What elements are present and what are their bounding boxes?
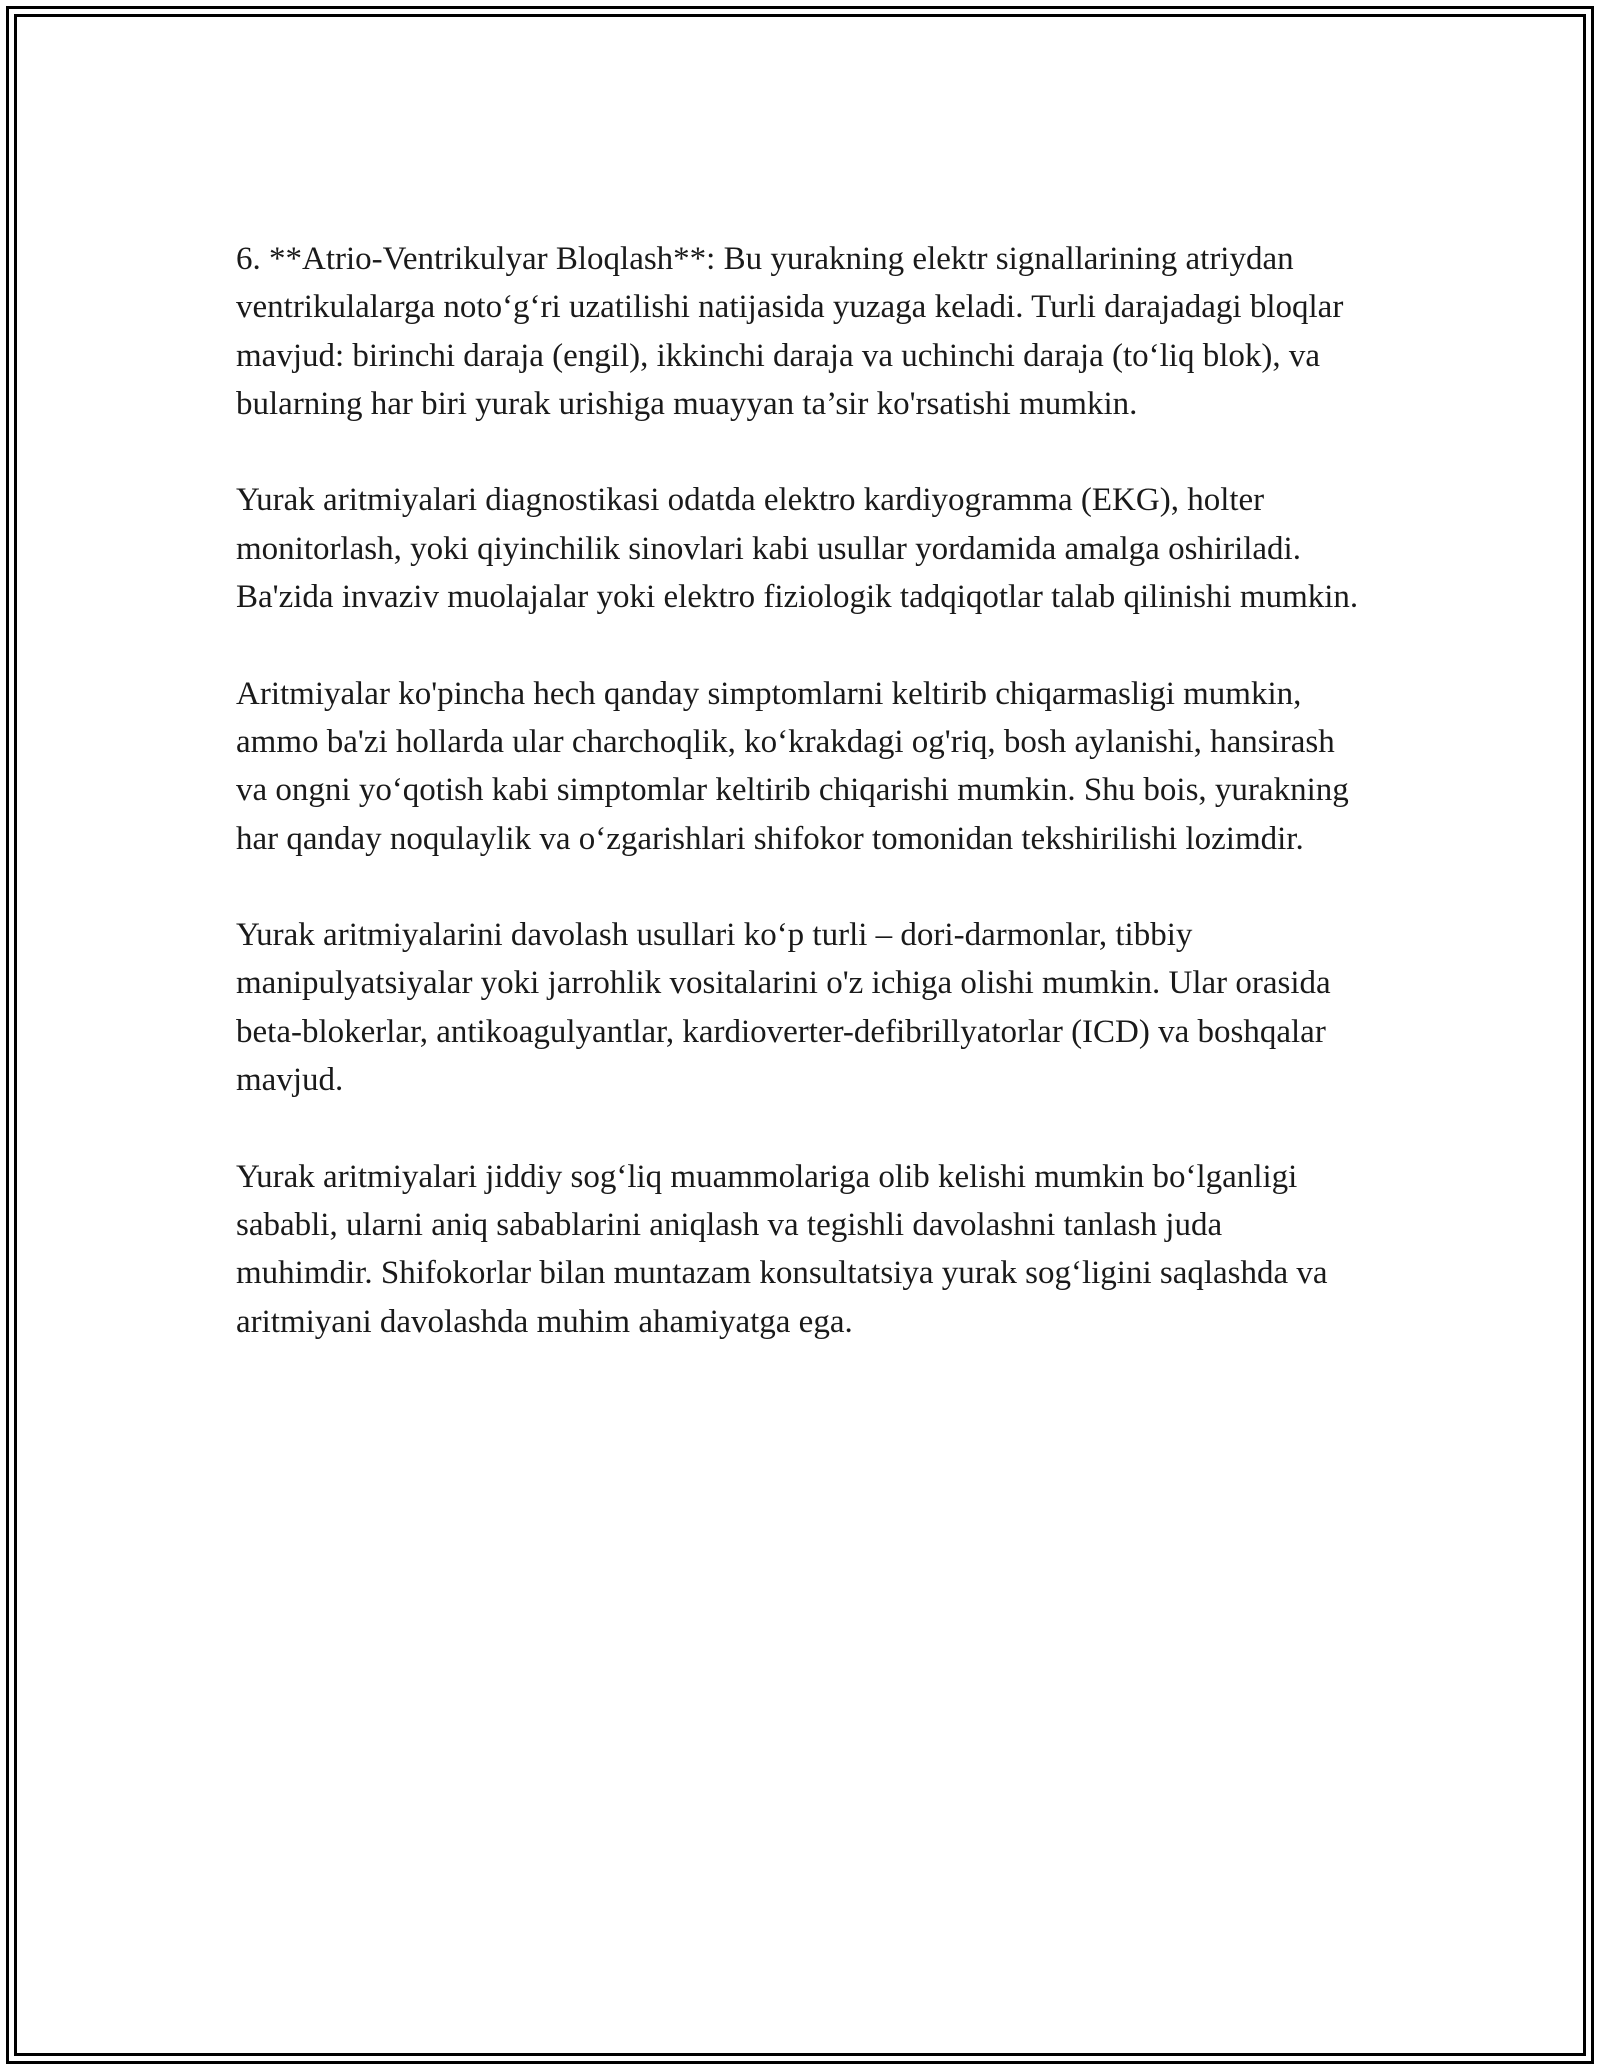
- document-body: [236, 235, 1366, 1394]
- paragraph-treatment: Yurak aritmiyalarini davolash usullari ko‘p turli – dori-darmonlar, tibbiy manipulyatsiyalar yoki jarrohlik vositalarini o'z ichiga olishi mumkin. Ular orasida beta-blokerlar, antikoagulyantlar, kardioverter-defibrillyatorlar (ICD) va boshqalar mavjud.: [236, 917, 1331, 1099]
- paragraph-diagnostics: Yurak aritmiyalari diagnostikasi odatda elektro kardiyogramma (EKG), holter monitorlash, yoki qiyinchilik sinovlari kabi usullar yordamida amalga oshiriladi. Ba'zida invaziv muolajalar yoki elektro fiziologik tadqiqotlar talab qilinishi mumkin.: [236, 482, 1359, 616]
- paragraph-av-block: 6. **Atrio-Ventrikulyar Bloqlash**: Bu yurakning elektr signallarining atriydan ventrikulalarga noto‘g‘ri uzatilishi natijasida yuzaga keladi. Turli darajadagi bloqlar mavjud: birinchi daraja (engil), ikkinchi daraja va uchinchi daraja (to‘liq blok), va bularning har biri yurak urishiga muayyan ta’sir ko'rsatishi mumkin.: [236, 241, 1344, 422]
- paragraph-symptoms: Aritmiyalar ko'pincha hech qanday simptomlarni keltirib chiqarmasligi mumkin, ammo ba'zi hollarda ular charchoqlik, ko‘krakdagi og'riq, bosh aylanishi, hansirash va ongni yo‘qotish kabi simptomlar keltirib chiqarishi mumkin. Shu bois, yurakning har qanday noqulaylik va o‘zgarishlari shifokor tomonidan tekshirilishi lozimdir.: [236, 675, 1349, 857]
- paragraph-conclusion: Yurak aritmiyalari jiddiy sog‘liq muammolariga olib kelishi mumkin bo‘lganligi sababli, ularni aniq sabablarini aniqlash va tegishli davolashni tanlash juda muhimdir. Shifokorlar bilan muntazam konsultatsiya yurak sog‘ligini saqlashda va aritmiyani davolashda muhim ahamiyatga ega.: [236, 1158, 1328, 1340]
